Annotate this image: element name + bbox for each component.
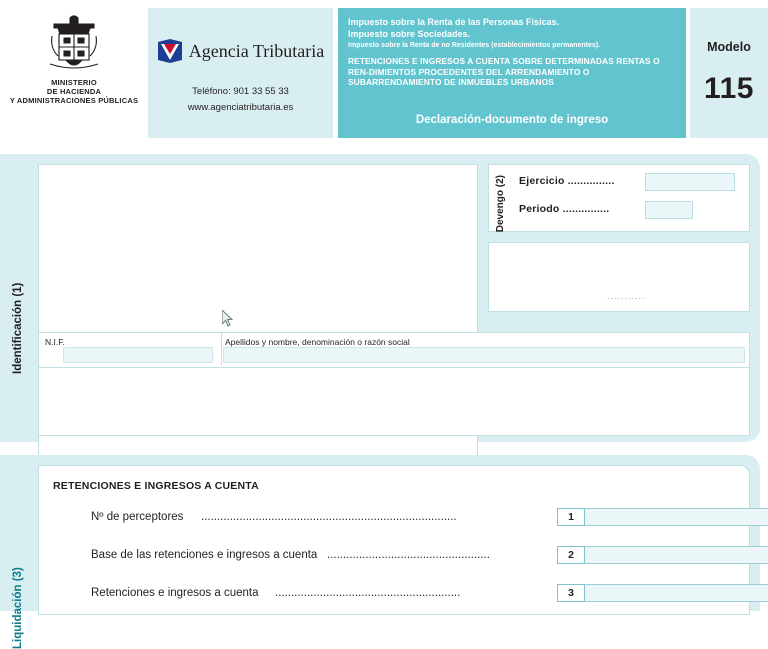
agencia-tributaria-logo-icon — [157, 38, 183, 64]
nif-wide-divider — [221, 333, 222, 365]
title-block-retenciones: RETENCIONES E INGRESOS A CUENTA SOBRE DETERMINADAS RENTAS O REN-DIMIENTOS PROCEDENTES DEL ARRENDAMIENTO O SUBARRENDAMIENTO DE INMUEBLES URBANOS — [348, 56, 660, 87]
liquidacion-row — [61, 584, 741, 606]
periodo-label: Periodo ............... — [519, 203, 610, 215]
row1-dots: ................................................................................ — [201, 511, 457, 523]
nombre-wide-label: Apellidos y nombre, denominación o razón social — [225, 337, 410, 347]
devengo-label: Devengo (2) — [495, 175, 506, 233]
row2-label: Base de las retenciones e ingresos a cuenta — [91, 549, 318, 561]
ministerio-line3: Y ADMINISTRACIONES PÚBLICAS — [9, 96, 139, 105]
title-line-sociedades: Impuesto sobre Sociedades. — [348, 29, 471, 39]
liquidacion-title: RETENCIONES E INGRESOS A CUENTA — [53, 480, 259, 492]
agencia-telefono: Teléfono: 901 33 55 33 — [192, 86, 289, 97]
row1-number: 1 — [557, 508, 585, 526]
row3-input[interactable] — [585, 584, 768, 602]
nif-wide-input[interactable] — [63, 347, 213, 363]
periodo-input[interactable] — [645, 201, 693, 219]
agencia-name: Agencia Tributaria — [188, 40, 325, 61]
identificacion-wide-box — [38, 332, 750, 436]
agencia-website: www.agenciatributaria.es — [187, 102, 294, 113]
modelo-label: Modelo — [707, 40, 751, 54]
form-title-block — [338, 8, 686, 138]
row3-dots: .......................................................... — [275, 587, 461, 599]
row2-number: 2 — [557, 546, 585, 564]
title-line-irpf: Impuesto sobre la Renta de las Personas Físicas. — [348, 17, 560, 27]
liquidacion-row — [61, 508, 741, 530]
spain-coat-of-arms-icon — [46, 14, 102, 76]
section-liquidacion — [0, 455, 760, 649]
agencia-tributaria-block — [148, 8, 333, 138]
section-identificacion — [0, 154, 760, 442]
ministerio-text — [0, 78, 148, 105]
section-liquidacion-label: Liquidación (3) — [12, 567, 24, 649]
codigo-dots: ........... — [607, 291, 646, 301]
devengo-box — [488, 164, 750, 232]
ministerio-line2: DE HACIENDA — [46, 87, 102, 96]
nombre-wide-input[interactable] — [223, 347, 745, 363]
ejercicio-input[interactable] — [645, 173, 735, 191]
title-line-no-residentes: Impuesto sobre la Renta de no Residentes (establecimientos permanentes). — [348, 42, 601, 49]
codigo-box — [488, 242, 750, 312]
ejercicio-label: Ejercicio ............... — [519, 175, 615, 187]
modelo-block — [690, 8, 768, 138]
modelo-number: 115 — [704, 72, 754, 105]
ministerio-block — [0, 14, 148, 105]
title-declaracion: Declaración-documento de ingreso — [415, 114, 609, 126]
row2-dots: ................................................... — [327, 549, 490, 561]
liquidacion-inner-box — [38, 465, 750, 615]
nif-wide-label: N.I.F. — [45, 337, 65, 347]
row3-label: Retenciones e ingresos a cuenta — [91, 587, 259, 599]
liquidacion-row — [61, 546, 741, 568]
nif-wide-bottom-line — [39, 367, 749, 368]
row1-input[interactable] — [585, 508, 768, 526]
identificacion-main-box — [38, 164, 478, 486]
row3-number: 3 — [557, 584, 585, 602]
section-identificacion-label: Identificación (1) — [12, 282, 24, 374]
ministerio-line1: MINISTERIO — [51, 78, 97, 87]
row2-input[interactable] — [585, 546, 768, 564]
form-header — [0, 8, 768, 138]
row1-label: Nº de perceptores — [91, 511, 184, 523]
